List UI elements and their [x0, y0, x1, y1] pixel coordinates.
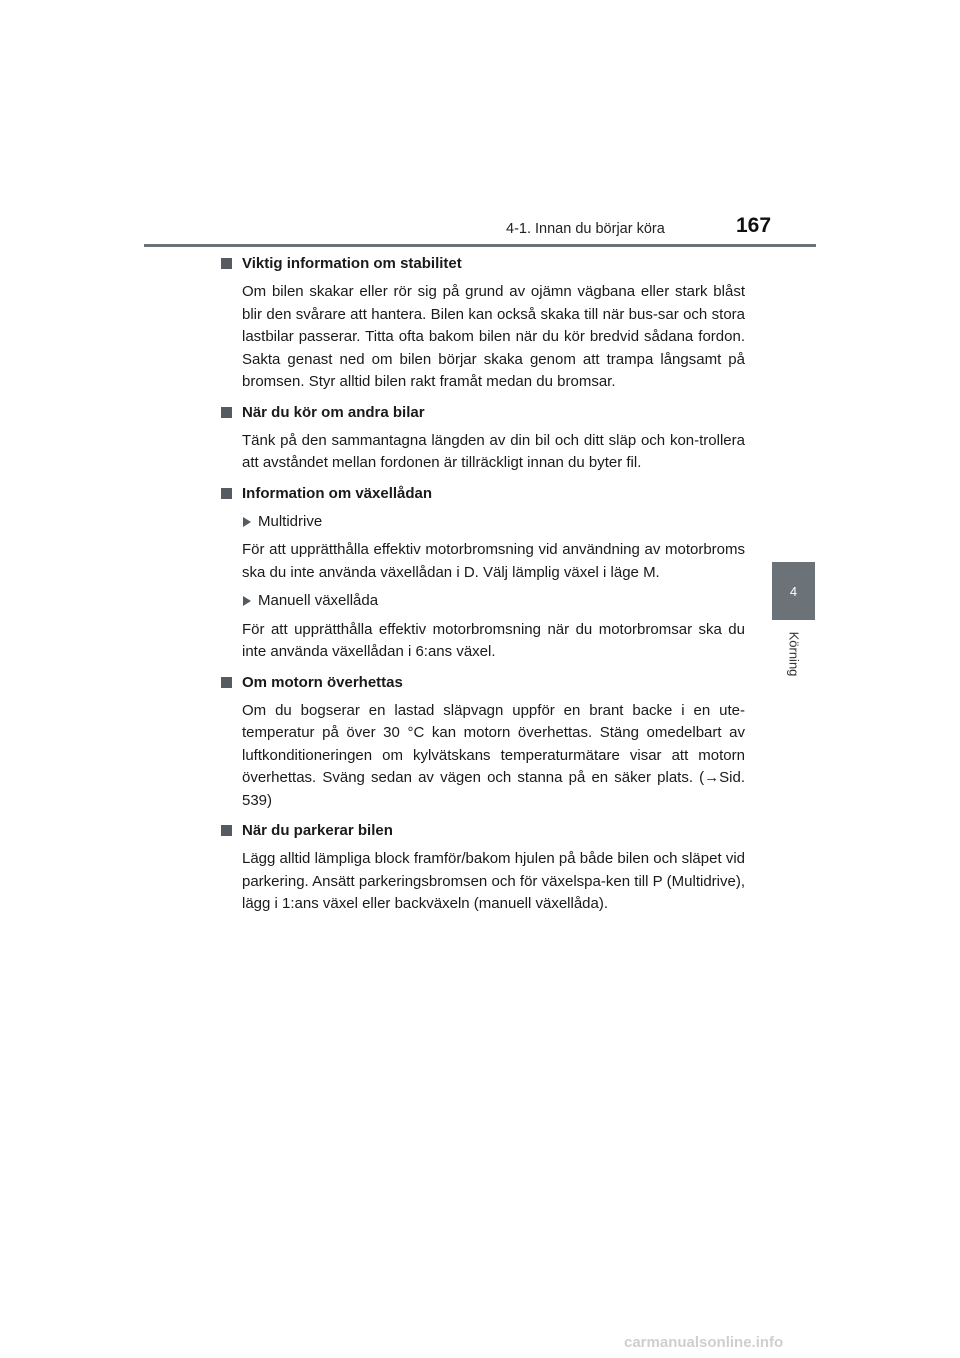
section-transmission [221, 482, 745, 664]
section-title [221, 671, 745, 694]
chapter-tab-number: 4 [789, 583, 798, 599]
section-title-text: Viktig information om stabilitet [242, 255, 462, 272]
section-stability [221, 252, 745, 394]
section-title [221, 819, 745, 842]
section-title-text: När du kör om andra bilar [242, 403, 425, 421]
triangle-bullet-icon [243, 517, 251, 527]
subheading-manual [242, 590, 745, 613]
section-title [221, 401, 745, 424]
chapter-header: 4-1. Innan du börjar köra [506, 221, 665, 237]
section-title-text: Information om växellådan [242, 484, 433, 502]
section-parking [221, 819, 745, 916]
watermark: carmanualsonline.info [624, 1334, 784, 1351]
section-paragraph: För att upprätthålla effektiv motorbromsning när du motorbromsar ska du inte använda växellådan i 6:ans växel. [242, 620, 745, 660]
section-title-text: När du parkerar bilen [242, 822, 393, 839]
section-paragraph: Om du bogserar en lastad släpvagn uppför en brant backe i en ute-temperatur på över 30 °C kan motorn överhettas. Stäng omedelbart av luftkonditioneringen om kylvätskans temperaturmätare visar att motorn överhettas. Sväng sedan av vägen och stanna på en säker plats. (→Sid. 539) [242, 701, 745, 809]
page-number: 167 [736, 214, 772, 237]
subheading-multidrive [242, 511, 745, 534]
header-divider [144, 244, 816, 247]
square-bullet-icon [221, 825, 232, 836]
triangle-bullet-icon [243, 596, 251, 606]
chapter-tab-label: Körning [786, 631, 802, 677]
square-bullet-icon [221, 258, 232, 269]
chapter-tab [772, 562, 815, 620]
subheading-text: Multidrive [258, 512, 323, 530]
section-paragraph: För att upprätthålla effektiv motorbromsning vid användning av motorbroms ska du inte använda växellådan i D. Välj lämplig växel i läge M. [242, 541, 745, 581]
square-bullet-icon [221, 677, 232, 688]
section-title-text: Om motorn överhettas [242, 673, 403, 691]
section-title [221, 252, 745, 275]
section-title [221, 482, 745, 505]
subheading-text: Manuell växellåda [258, 592, 379, 609]
section-overheating [221, 671, 745, 813]
section-paragraph: Om bilen skakar eller rör sig på grund av ojämn vägbana eller stark blåst blir den svårare att hantera. Bilen kan också skaka till när bus-sar och stora lastbilar passerar. Titta ofta bakom bilen när du kör bredvid sådana fordon. Sakta genast ned om bilen börjar skaka genom att trampa långsamt på bromsen. Styr alltid bilen rakt framåt medan du bromsar. [242, 283, 745, 390]
page-content [221, 252, 745, 923]
section-paragraph: Lägg alltid lämpliga block framför/bakom hjulen på både bilen och släpet vid parkering. Ansätt parkeringsbromsen och för växelspa-ken till P (Multidrive), lägg i 1:ans växel eller backväxeln (manuell växellåda). [242, 850, 745, 912]
square-bullet-icon [221, 488, 232, 499]
section-overtaking [221, 401, 745, 475]
square-bullet-icon [221, 407, 232, 418]
section-paragraph: Tänk på den sammantagna längden av din bil och ditt släp och kon-trollera att avståndet mellan fordonen är tillräckligt innan du byter fil. [242, 431, 745, 471]
